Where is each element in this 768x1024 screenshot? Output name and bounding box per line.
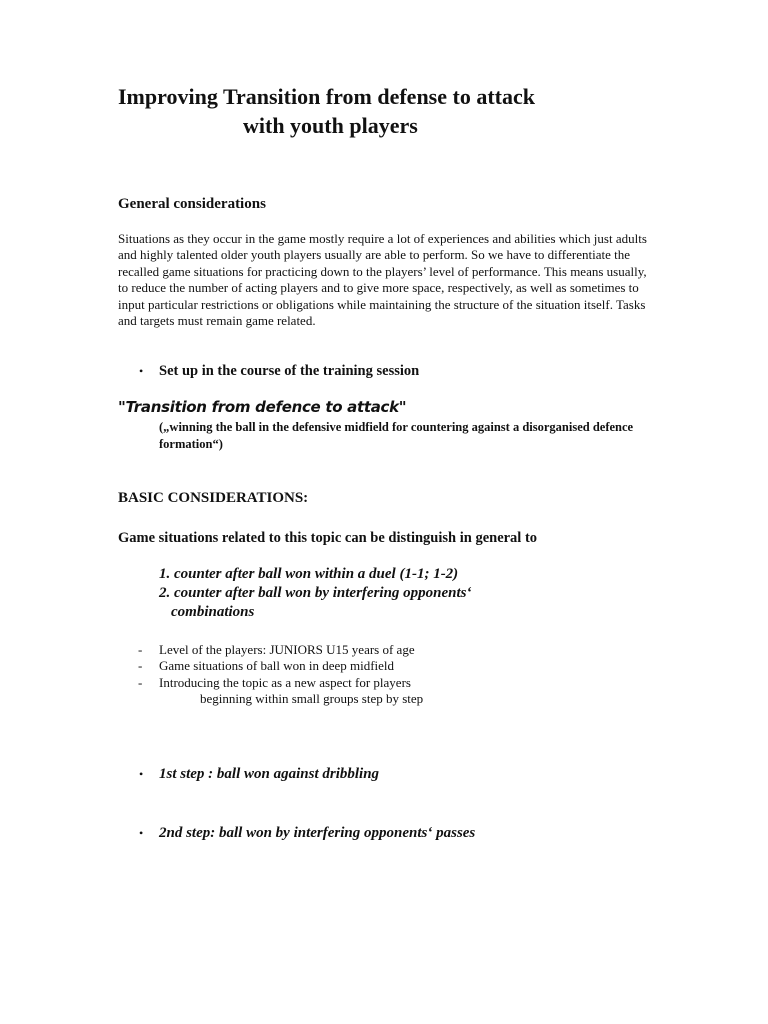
transition-heading: "Transition from defence to attack" <box>118 398 407 416</box>
general-considerations-heading: General considerations <box>118 196 266 212</box>
general-considerations-paragraph: Situations as they occur in the game mostly require a lot of experiences and abilities which just adults and highly talented older youth players usually are able to perform. So we have to differentiate the recalled game situations for practicing down to the players’ level of performance. This means usually, to reduce the number of acting players and to give more space, respectively, as well as sometimes to input particular restrictions or obligations while maintaining the structure of the situation itself. Tasks and targets must remain game related. <box>118 231 647 329</box>
numbered-item-1: 1. counter after ball won within a duel (1-1; 1-2) <box>159 566 459 582</box>
basic-considerations-heading: BASIC CONSIDERATIONS: <box>118 490 309 506</box>
bullet-icon: • <box>139 364 144 378</box>
detail-item-level: Level of the players: JUNIORS U15 years of age <box>159 642 415 657</box>
dash-marker: - <box>138 642 143 657</box>
bullet-icon: • <box>139 767 144 781</box>
step-2-text: 2nd step: ball won by interfering opponents‘ passes <box>159 825 476 841</box>
setup-bullet-text: Set up in the course of the training session <box>159 363 420 379</box>
numbered-item-2: 2. counter after ball won by interfering opponents‘ <box>159 585 472 601</box>
numbered-item-2-continuation: combinations <box>171 604 255 620</box>
dash-marker: - <box>138 658 143 673</box>
dash-marker: - <box>138 675 143 690</box>
step-1-text: 1st step : ball won against dribbling <box>159 766 380 782</box>
detail-item-introducing: Introducing the topic as a new aspect for players <box>159 675 411 690</box>
game-situations-intro: Game situations related to this topic can be distinguish in general to <box>118 530 538 546</box>
detail-item-continuation: beginning within small groups step by step <box>200 691 424 706</box>
detail-item-game-situations: Game situations of ball won in deep midfield <box>159 658 395 673</box>
transition-note: („winning the ball in the defensive midfield for countering against a disorganised defence formation“) <box>159 420 634 451</box>
bullet-icon: • <box>139 826 144 840</box>
title-line-2: with youth players <box>243 113 418 138</box>
title-line-1: Improving Transition from defense to attack <box>118 84 535 109</box>
